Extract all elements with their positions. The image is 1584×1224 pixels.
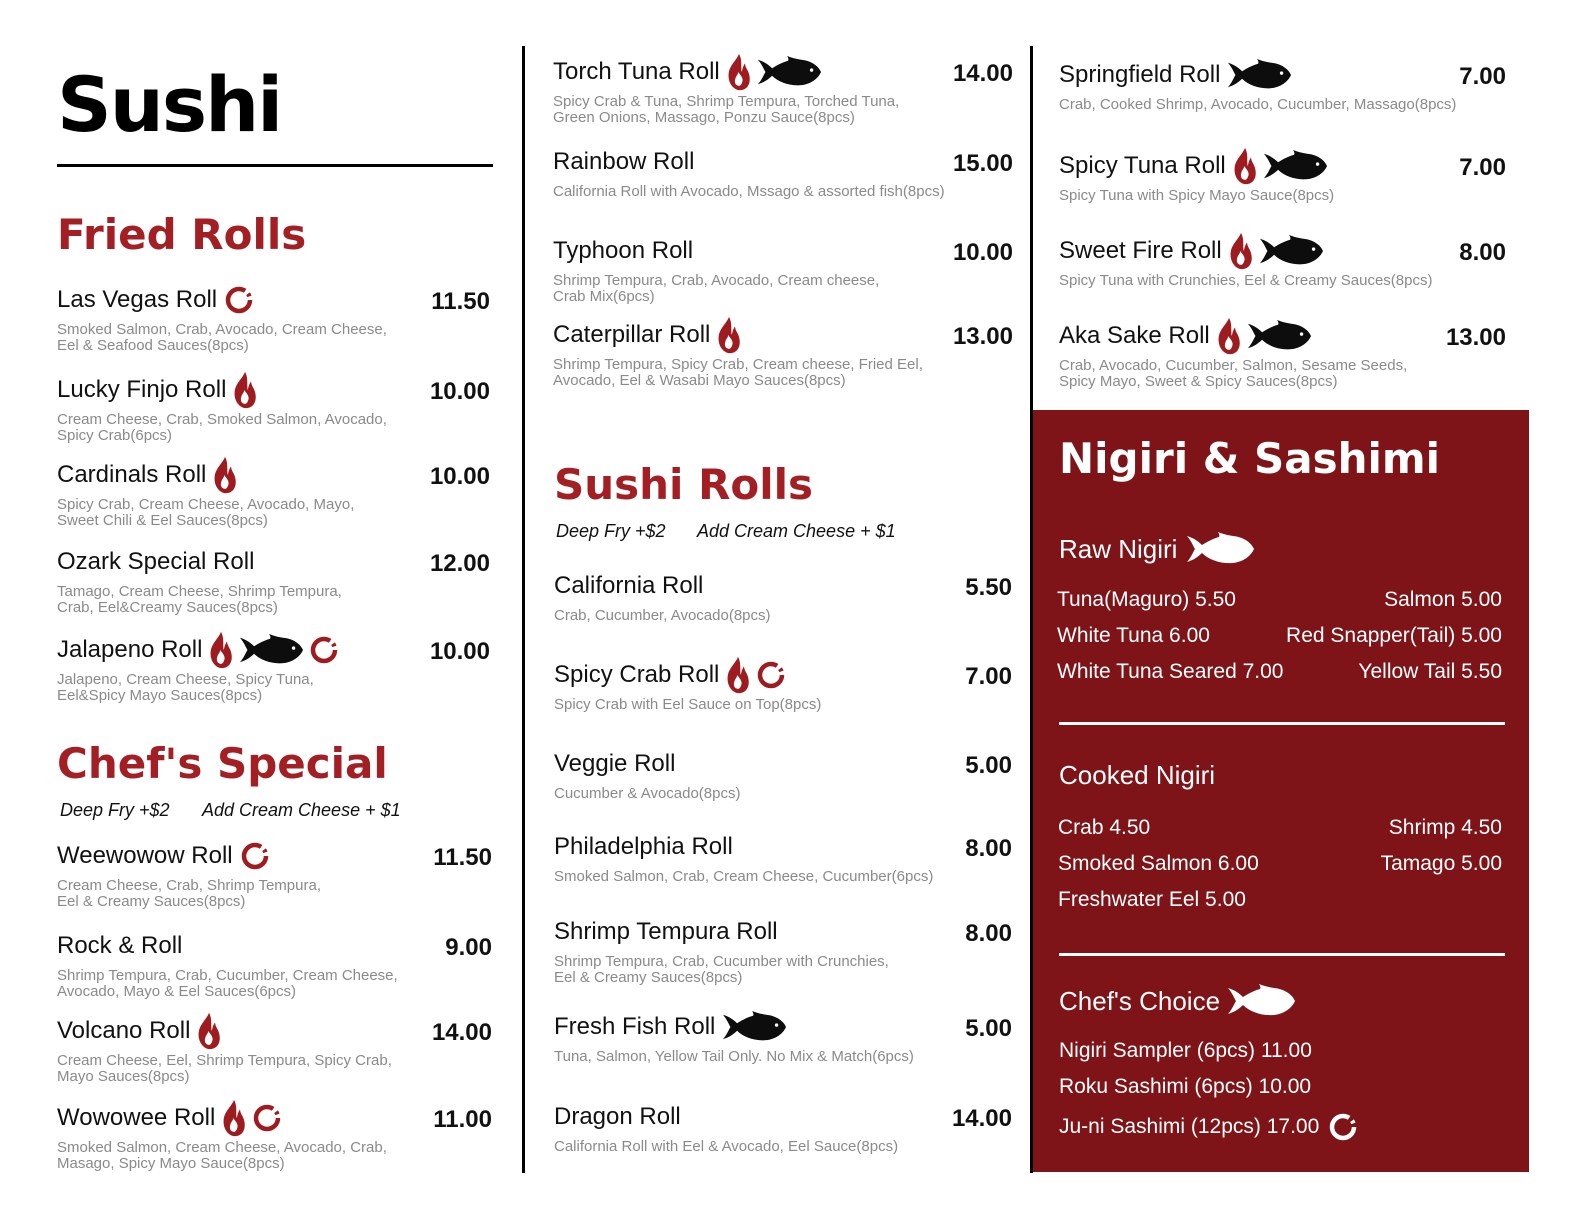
chefs-special-heading: Chef's Special: [57, 739, 388, 788]
item-description-line: Spicy Tuna with Spicy Mayo Sauce(8pcs): [1059, 187, 1335, 204]
item-price: 8.00: [965, 835, 1012, 862]
item-description-line: Smoked Salmon, Crab, Cream Cheese, Cucumber(6pcs): [554, 868, 934, 885]
item-name: Spicy Tuna Roll: [1059, 152, 1226, 179]
item-price: 7.00: [1459, 63, 1506, 90]
item-description-line: Crab, Eel&Creamy Sauces(8pcs): [57, 599, 278, 616]
menu-item: [554, 655, 821, 713]
item-name: Torch Tuna Roll: [553, 58, 720, 85]
item-description-line: Sweet Chili & Eel Sauces(8pcs): [57, 512, 268, 529]
item-price: 7.00: [965, 663, 1012, 690]
item-price: 5.50: [965, 574, 1012, 601]
chefs-choice-label: Chef's Choice: [1059, 985, 1221, 1016]
chefs-choice-item-label: Roku Sashimi (6pcs) 10.00: [1059, 1075, 1312, 1098]
item-description: [554, 1049, 914, 1065]
fried-rolls-heading: Fried Rolls: [57, 210, 307, 259]
item-name: Jalapeno Roll: [57, 636, 203, 663]
fish-icon: [1226, 984, 1296, 1018]
menu-item: [57, 630, 340, 704]
chefs-choice-heading: [1059, 984, 1296, 1018]
flame-icon: [716, 316, 742, 354]
item-description: [553, 357, 923, 389]
menu-item: [554, 1097, 898, 1155]
item-description-line: Eel & Seafood Sauces(8pcs): [57, 337, 249, 354]
item-description-line: Shrimp Tempura, Crab, Cucumber, Cream Cheese,: [57, 967, 398, 984]
fish-icon: [1258, 235, 1324, 267]
cream-cheese-note: Add Cream Cheese + $1: [202, 800, 401, 820]
sushi-deep-fry-note: Deep Fry +$2: [556, 521, 666, 541]
item-price: 10.00: [429, 378, 490, 405]
item-description: [1059, 273, 1432, 289]
item-description-line: Cream Cheese, Eel, Shrimp Tempura, Spicy Crab,: [57, 1052, 392, 1069]
panel-divider-2: [1059, 953, 1505, 956]
item-description-line: Smoked Salmon, Crab, Avocado, Cream Cheese,: [57, 321, 387, 338]
flame-icon: [212, 456, 238, 494]
menu-item: [554, 827, 933, 885]
item-description-line: Crab, Cucumber, Avocado(8pcs): [554, 607, 771, 624]
menu-item: [554, 744, 740, 802]
nigiri-price-item: Shrimp 4.50: [1388, 816, 1502, 839]
item-description-line: Avocado, Eel & Wasabi Mayo Sauces(8pcs): [553, 372, 846, 389]
item-description-line: Green Onions, Massago, Ponzu Sauce(8pcs): [553, 109, 855, 126]
sushi-rolls-heading: Sushi Rolls: [554, 460, 814, 509]
menu-item: [554, 1007, 914, 1065]
nigiri-price-item: Crab 4.50: [1058, 816, 1151, 839]
item-description-line: Spicy Crab(6pcs): [57, 427, 173, 444]
item-price: 11.00: [433, 1106, 492, 1133]
item-icons: [196, 1012, 222, 1050]
item-price: 10.00: [429, 638, 490, 665]
item-description-line: Cream Cheese, Crab, Shrimp Tempura,: [57, 877, 321, 894]
nigiri-price-item: Red Snapper(Tail) 5.00: [1286, 624, 1502, 647]
nigiri-price-item: Smoked Salmon 6.00: [1058, 852, 1259, 875]
item-name: Dragon Roll: [554, 1103, 681, 1130]
menu-item: [1059, 55, 1456, 113]
item-description: [57, 1053, 392, 1085]
item-price: 12.00: [429, 550, 490, 577]
item-price: 14.00: [431, 1019, 492, 1046]
fish-icon: [1262, 150, 1328, 182]
chefs-choice-item-label: Nigiri Sampler (6pcs) 11.00: [1059, 1039, 1312, 1062]
item-description-line: Jalapeno, Cream Cheese, Spicy Tuna,: [57, 671, 314, 688]
item-name: Fresh Fish Roll: [554, 1013, 716, 1040]
menu-item: [1059, 146, 1334, 204]
item-icons: [1226, 59, 1292, 91]
item-description: [553, 94, 899, 126]
menu-item: [554, 912, 889, 986]
menu-item: [57, 455, 354, 529]
nigiri-sashimi-heading: Nigiri & Sashimi: [1059, 434, 1441, 483]
item-icons: [208, 631, 340, 669]
item-description: [554, 608, 771, 624]
flame-icon: [208, 631, 234, 669]
item-description-line: Avocado, Mayo & Eel Sauces(6pcs): [57, 983, 297, 1000]
flame-icon: [196, 1012, 222, 1050]
item-icons: [221, 1099, 283, 1137]
nigiri-price-item: Freshwater Eel 5.00: [1058, 888, 1246, 911]
item-description-line: Tuna, Salmon, Yellow Tail Only. No Mix & Match(6pcs): [554, 1048, 914, 1065]
ring-icon: [251, 1102, 283, 1134]
item-name: Springfield Roll: [1059, 61, 1221, 88]
item-price: 13.00: [1445, 324, 1506, 351]
item-icons: [725, 656, 787, 694]
item-price: 14.00: [952, 60, 1013, 87]
flame-icon: [1232, 147, 1258, 185]
item-description-line: Mayo Sauces(8pcs): [57, 1068, 190, 1085]
item-description: [57, 497, 354, 529]
item-name: Cardinals Roll: [57, 461, 207, 488]
menu-item: [553, 52, 899, 126]
item-icons: [726, 53, 822, 91]
item-price: 8.00: [965, 920, 1012, 947]
menu-item: [57, 1098, 387, 1172]
fish-icon: [238, 634, 304, 666]
item-description: [554, 786, 740, 802]
item-name: Lucky Finjo Roll: [57, 376, 227, 403]
menu-item: [57, 836, 321, 910]
nigiri-price-item: Tamago 5.00: [1380, 852, 1502, 875]
menu-item: [554, 566, 771, 624]
nigiri-price-item: White Tuna 6.00: [1057, 624, 1210, 647]
flame-icon: [725, 656, 751, 694]
item-description: [57, 968, 398, 1000]
item-name: Wowowee Roll: [57, 1104, 216, 1131]
item-name: Volcano Roll: [57, 1017, 191, 1044]
item-name: Ozark Special Roll: [57, 548, 255, 575]
raw-nigiri-label: Raw Nigiri: [1059, 533, 1178, 564]
item-name: Shrimp Tempura Roll: [554, 918, 778, 945]
item-price: 9.00: [445, 934, 492, 961]
item-description-line: Crab, Avocado, Cucumber, Salmon, Sesame Seeds,: [1059, 357, 1408, 374]
item-price: 15.00: [952, 150, 1013, 177]
item-description-line: Spicy Crab, Cream Cheese, Avocado, Mayo,: [57, 496, 355, 513]
item-description-line: Crab Mix(6pcs): [553, 288, 655, 305]
item-description-line: Spicy Mayo, Sweet & Spicy Sauces(8pcs): [1059, 373, 1338, 390]
item-description-line: California Roll with Eel & Avocado, Eel Sauce(8pcs): [554, 1138, 899, 1155]
menu-item: [1059, 231, 1432, 289]
item-name: Philadelphia Roll: [554, 833, 733, 860]
item-price: 11.50: [433, 844, 492, 871]
item-description: [57, 322, 387, 354]
menu-item: [57, 542, 342, 616]
item-description: [1059, 97, 1456, 113]
item-icons: [716, 316, 742, 354]
menu-item: [57, 370, 387, 444]
item-description-line: Tamago, Cream Cheese, Shrimp Tempura,: [57, 583, 342, 600]
item-description: [57, 584, 342, 616]
item-name: Spicy Crab Roll: [554, 661, 720, 688]
item-price: 14.00: [951, 1105, 1012, 1132]
chefs-choice-item-label: Ju-ni Sashimi (12pcs) 17.00: [1059, 1115, 1320, 1138]
ring-icon: [239, 840, 271, 872]
ring-icon: [223, 284, 255, 316]
item-description: [57, 412, 387, 444]
nigiri-price-item: White Tuna Seared 7.00: [1057, 660, 1284, 683]
menu-title: Sushi: [57, 60, 282, 149]
item-description-line: Shrimp Tempura, Crab, Cucumber with Crunchies,: [554, 953, 889, 970]
chefs-choice-item: [1059, 1039, 1312, 1063]
menu-item: [57, 926, 398, 1000]
panel-divider-1: [1059, 722, 1505, 725]
item-icons: [239, 840, 271, 872]
raw-nigiri-heading: [1059, 532, 1255, 566]
nigiri-price-item: Tuna(Maguro) 5.50: [1057, 588, 1236, 611]
item-price: 11.50: [431, 288, 490, 315]
cooked-nigiri-label: Cooked Nigiri: [1059, 760, 1216, 790]
item-description: [1059, 358, 1407, 390]
item-price: 5.00: [965, 752, 1012, 779]
menu-item: [553, 142, 945, 200]
item-price: 8.00: [1459, 239, 1506, 266]
flame-icon: [232, 371, 258, 409]
deep-fry-note: Deep Fry +$2: [60, 800, 170, 820]
title-divider: [57, 164, 493, 167]
item-name: Rainbow Roll: [553, 148, 695, 175]
flame-icon: [1216, 317, 1242, 355]
item-description-line: Cucumber & Avocado(8pcs): [554, 785, 741, 802]
ring-icon: [1327, 1111, 1359, 1143]
item-icons: [1232, 147, 1328, 185]
item-name: Las Vegas Roll: [57, 286, 218, 313]
item-icons: [223, 284, 255, 316]
item-description-line: California Roll with Avocado, Mssago & assorted fish(8pcs): [553, 183, 945, 200]
item-icons: [1216, 317, 1312, 355]
item-description-line: Shrimp Tempura, Crab, Avocado, Cream cheese,: [553, 272, 880, 289]
item-description-line: Eel & Creamy Sauces(8pcs): [554, 969, 743, 986]
menu-item: [1059, 316, 1407, 390]
item-description: [553, 273, 879, 305]
menu-item: [553, 231, 879, 305]
item-icons: [721, 1011, 787, 1043]
fish-icon: [1246, 320, 1312, 352]
ring-icon: [755, 659, 787, 691]
flame-icon: [726, 53, 752, 91]
item-description: [553, 184, 945, 200]
item-name: Caterpillar Roll: [553, 321, 711, 348]
fish-icon: [721, 1011, 787, 1043]
menu-item: [553, 315, 923, 389]
item-description-line: Spicy Crab with Eel Sauce on Top(8pcs): [554, 696, 822, 713]
item-description-line: Masago, Spicy Mayo Sauce(8pcs): [57, 1155, 285, 1172]
item-description: [554, 954, 889, 986]
item-name: Typhoon Roll: [553, 237, 694, 264]
item-description-line: Smoked Salmon, Cream Cheese, Avocado, Crab,: [57, 1139, 387, 1156]
item-description-line: Spicy Tuna with Crunchies, Eel & Creamy Sauces(8pcs): [1059, 272, 1433, 289]
item-description-line: Eel & Creamy Sauces(8pcs): [57, 893, 246, 910]
item-name: California Roll: [554, 572, 704, 599]
sushi-cream-cheese-note: Add Cream Cheese + $1: [697, 521, 896, 541]
item-description: [57, 672, 340, 704]
fish-icon: [756, 56, 822, 88]
item-icons: [212, 456, 238, 494]
item-description: [1059, 188, 1334, 204]
item-description-line: Crab, Cooked Shrimp, Avocado, Cucumber, Massago(8pcs): [1059, 96, 1457, 113]
column-divider-left: [522, 46, 525, 1173]
item-icons: [1228, 232, 1324, 270]
cooked-nigiri-heading: [1059, 760, 1215, 791]
nigiri-price-item: Salmon 5.00: [1384, 588, 1502, 611]
chefs-choice-item: [1059, 1075, 1311, 1099]
item-description-line: Shrimp Tempura, Spicy Crab, Cream cheese, Fried Eel,: [553, 356, 923, 373]
item-description-line: Cream Cheese, Crab, Smoked Salmon, Avocado,: [57, 411, 387, 428]
menu-item: [57, 280, 387, 354]
item-name: Aka Sake Roll: [1059, 322, 1210, 349]
item-description: [554, 869, 933, 885]
item-price: 13.00: [952, 323, 1013, 350]
item-icons: [232, 371, 258, 409]
item-price: 7.00: [1459, 154, 1506, 181]
chefs-choice-item: [1059, 1111, 1359, 1143]
item-price: 10.00: [429, 463, 490, 490]
item-description-line: Spicy Crab & Tuna, Shrimp Tempura, Torched Tuna,: [553, 93, 900, 110]
fish-icon: [1185, 532, 1255, 566]
item-name: Rock & Roll: [57, 932, 183, 959]
item-description: [57, 878, 321, 910]
item-price: 5.00: [965, 1015, 1012, 1042]
nigiri-price-item: Yellow Tail 5.50: [1358, 660, 1502, 683]
item-description-line: Eel&Spicy Mayo Sauces(8pcs): [57, 687, 263, 704]
item-price: 10.00: [952, 239, 1013, 266]
fish-icon: [1226, 59, 1292, 91]
item-description: [57, 1140, 387, 1172]
item-description: [554, 1139, 898, 1155]
item-name: Sweet Fire Roll: [1059, 237, 1222, 264]
ring-icon: [308, 634, 340, 666]
flame-icon: [1228, 232, 1254, 270]
menu-item: [57, 1011, 392, 1085]
item-name: Veggie Roll: [554, 750, 676, 777]
nigiri-sashimi-panel: [1033, 410, 1529, 1172]
item-description: [554, 697, 821, 713]
flame-icon: [221, 1099, 247, 1137]
item-name: Weewowow Roll: [57, 842, 233, 869]
